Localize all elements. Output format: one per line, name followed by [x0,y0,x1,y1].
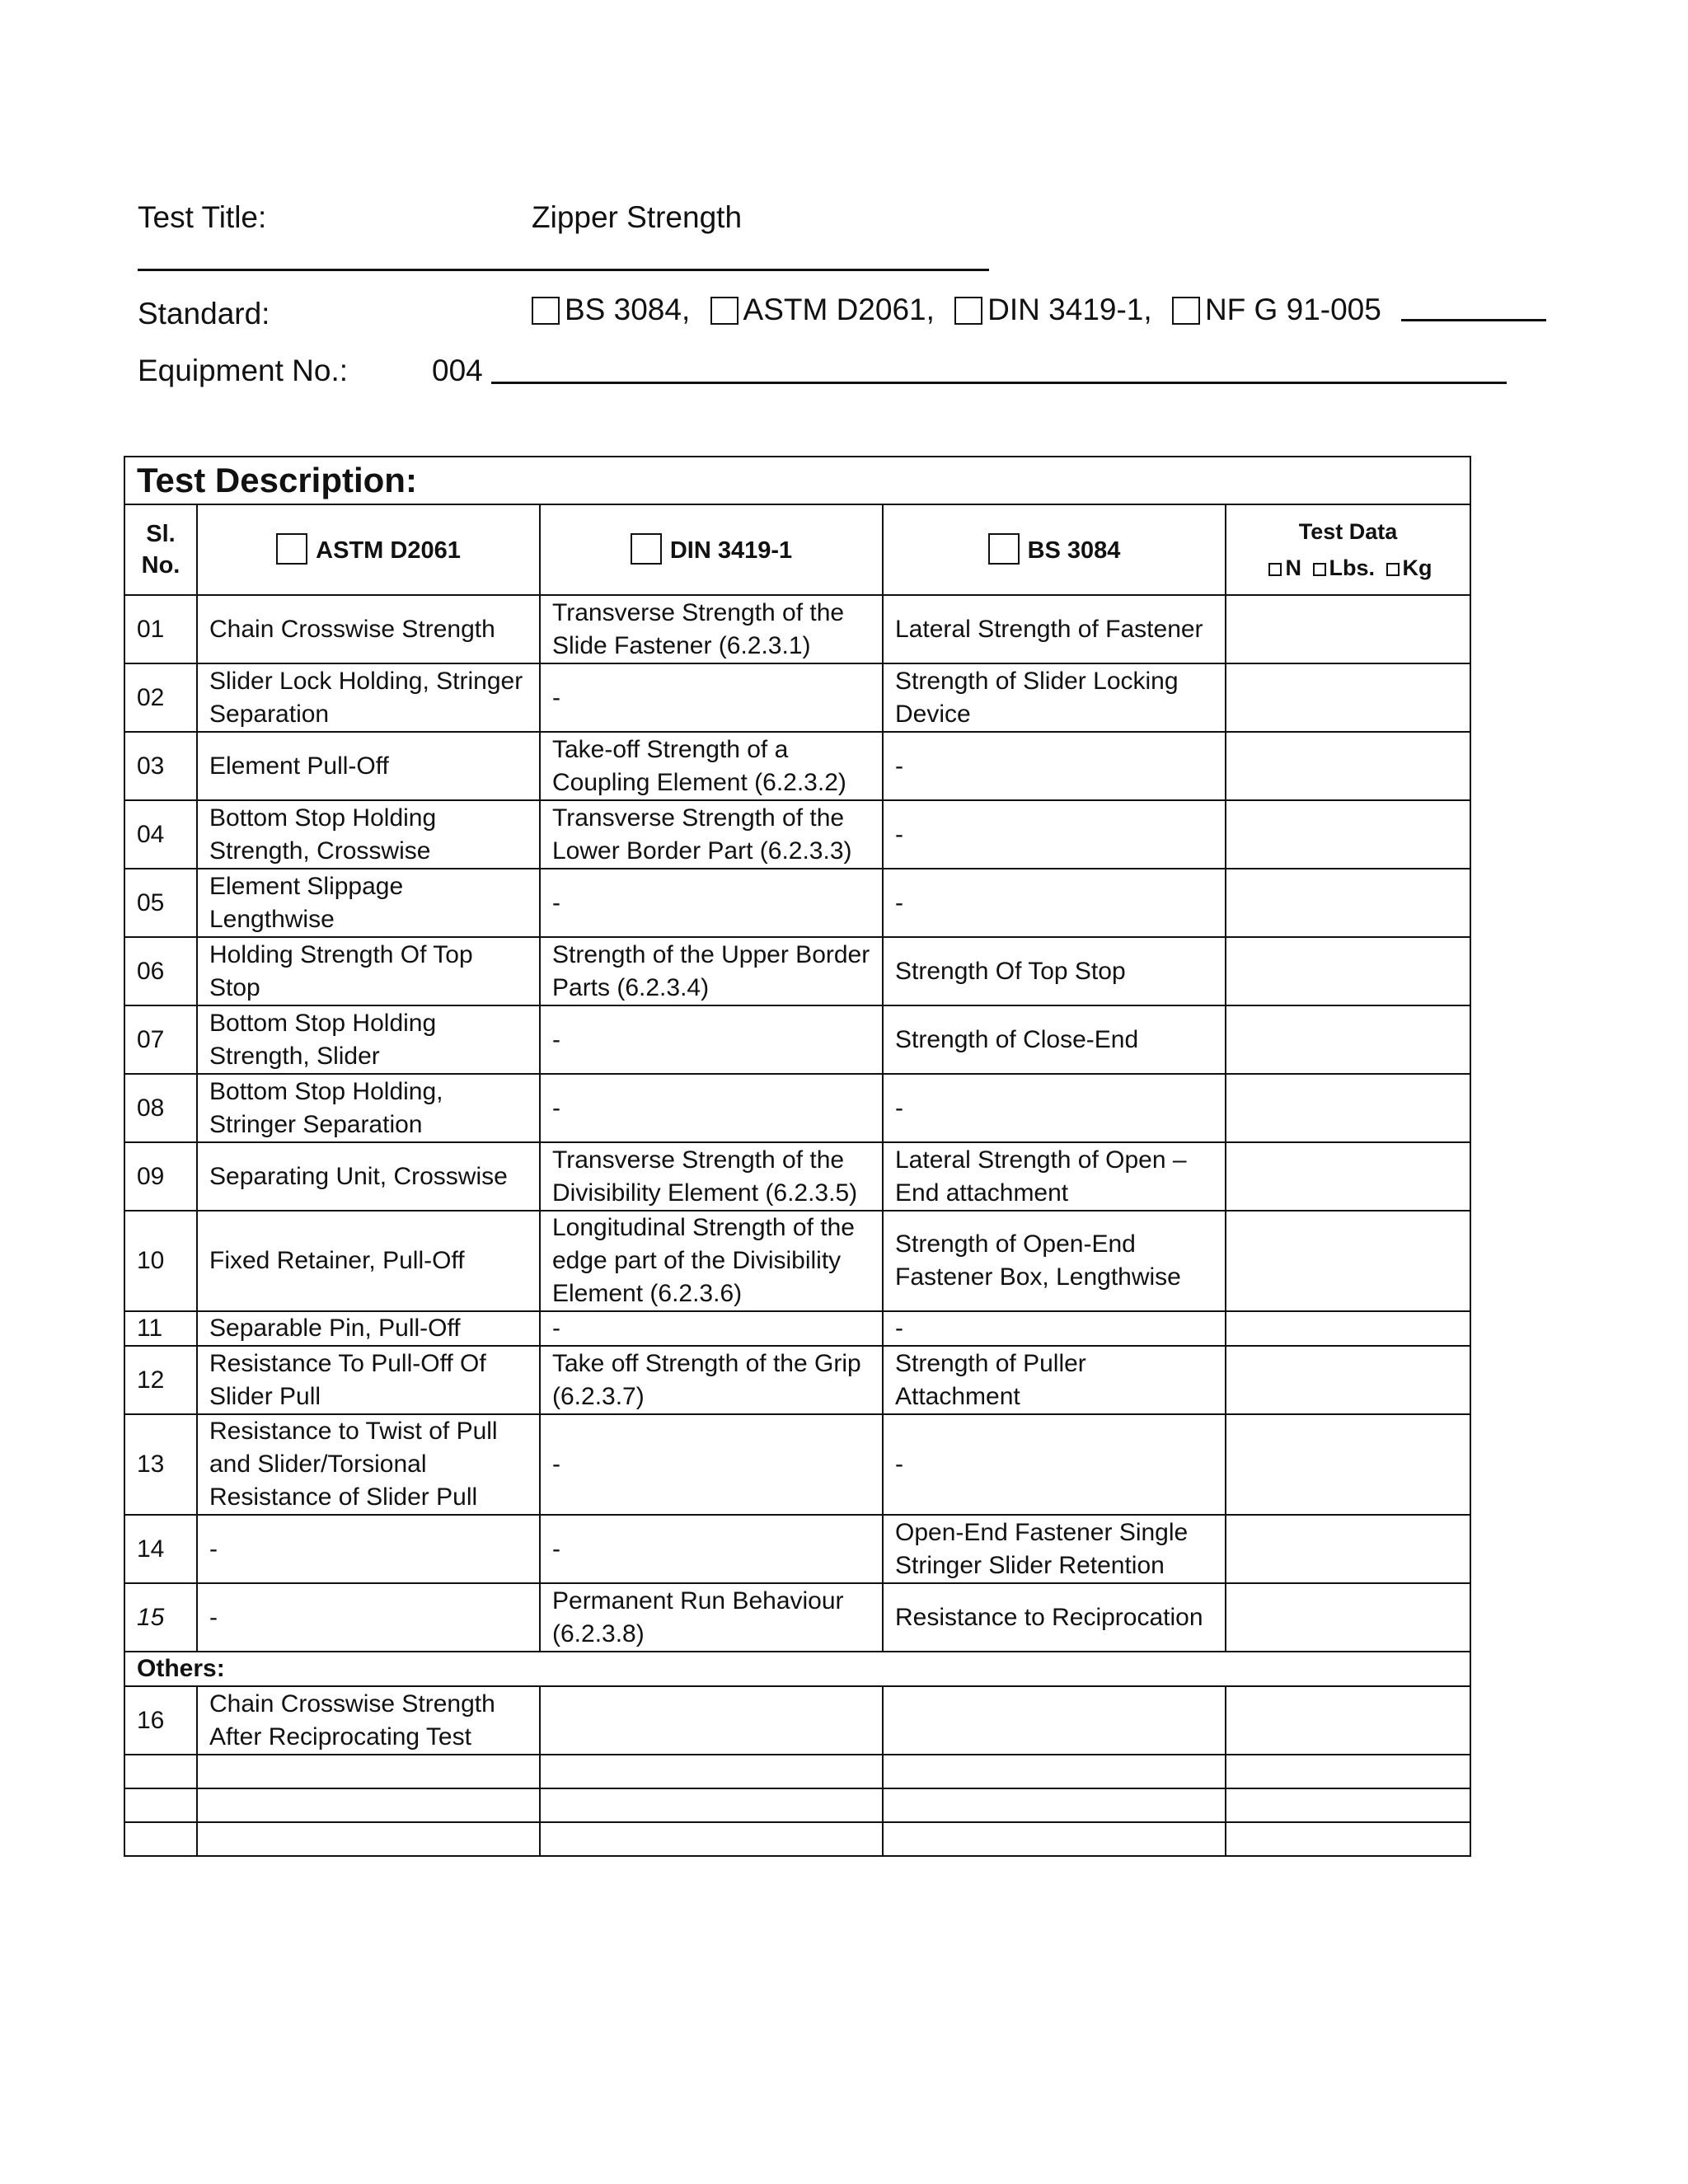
din-cell: - [540,1074,883,1142]
row-number: 13 [124,1414,197,1515]
checkbox-icon[interactable] [710,297,738,325]
test-title-value[interactable]: Zipper Strength [532,200,743,234]
astm-cell: Chain Crosswise Strength After Reciprocating Test [197,1686,540,1755]
bs-cell: Strength of Open-End Fastener Box, Lengthwise [883,1211,1226,1311]
bs-cell[interactable] [883,1788,1226,1822]
table-row [124,1346,1470,1414]
standard-other-blank[interactable] [1401,296,1546,321]
test-data-cell[interactable] [1226,1755,1470,1788]
din-cell: - [540,1414,883,1515]
table-row [124,800,1470,869]
astm-cell: Holding Strength Of Top Stop [197,937,540,1005]
checkbox-icon[interactable] [1172,297,1200,325]
test-data-cell[interactable] [1226,1346,1470,1414]
table-row [124,1755,1470,1788]
col-header-bs: BS 3084 [883,504,1226,595]
col-header-sl: Sl. No. [124,504,197,595]
test-data-cell[interactable] [1226,1142,1470,1211]
col-header-astm: ASTM D2061 [197,504,540,595]
row-number: 06 [124,937,197,1005]
din-cell[interactable] [540,1788,883,1822]
row-number: 02 [124,663,197,732]
test-data-cell[interactable] [1226,1583,1470,1652]
bs-cell: Strength Of Top Stop [883,937,1226,1005]
test-data-cell[interactable] [1226,663,1470,732]
standard-option-astm[interactable]: ASTM D2061, [710,294,935,325]
table-row [124,1788,1470,1822]
col-header-test-data [1226,504,1470,595]
equipment-value[interactable]: 004 [432,354,483,387]
test-data-cell[interactable] [1226,1788,1470,1822]
standard-option-din[interactable]: DIN 3419-1, [954,294,1152,325]
test-data-cell[interactable] [1226,1074,1470,1142]
row-number: 07 [124,1005,197,1074]
astm-cell: Bottom Stop Holding Strength, Slider [197,1005,540,1074]
table-row [124,1142,1470,1211]
bs-cell: - [883,800,1226,869]
row-number: 05 [124,869,197,937]
din-cell[interactable] [540,1822,883,1856]
test-description-table [124,456,1471,1857]
row-number [124,1755,197,1788]
row-number: 03 [124,732,197,800]
table-row [124,937,1470,1005]
row-number [124,1788,197,1822]
din-cell: - [540,1005,883,1074]
test-data-cell[interactable] [1226,800,1470,869]
table-row [124,1005,1470,1074]
row-number: 04 [124,800,197,869]
din-cell: Take-off Strength of a Coupling Element (6.2.3.2) [540,732,883,800]
table-title-row [124,457,1470,504]
bs-cell: - [883,1074,1226,1142]
checkbox-icon[interactable] [954,297,982,325]
din-cell: Transverse Strength of the Divisibility Element (6.2.3.5) [540,1142,883,1211]
test-data-cell[interactable] [1226,1686,1470,1755]
standard-option-nfg[interactable]: NF G 91-005 [1172,294,1381,325]
astm-cell: Fixed Retainer, Pull-Off [197,1211,540,1311]
row-number: 12 [124,1346,197,1414]
bs-cell: Open-End Fastener Single Stringer Slider Retention [883,1515,1226,1583]
checkbox-icon[interactable] [276,533,307,565]
din-cell: Permanent Run Behaviour (6.2.3.8) [540,1583,883,1652]
test-data-cell[interactable] [1226,937,1470,1005]
table-row [124,1414,1470,1515]
standard-label: Standard: [138,297,270,330]
test-data-cell[interactable] [1226,732,1470,800]
bs-cell: - [883,1414,1226,1515]
astm-cell: Bottom Stop Holding Strength, Crosswise [197,800,540,869]
din-cell: Transverse Strength of the Lower Border Part (6.2.3.3) [540,800,883,869]
table-row [124,1211,1470,1311]
unit-options: N Lbs. Kg [1238,550,1458,586]
equipment-label: Equipment No.: [138,354,349,387]
din-cell[interactable] [540,1686,883,1755]
din-cell: - [540,1515,883,1583]
checkbox-icon[interactable] [631,533,662,565]
astm-cell: Slider Lock Holding, Stringer Separation [197,663,540,732]
test-data-cell[interactable] [1226,1005,1470,1074]
equipment-underline [491,382,1507,384]
astm-cell [197,1755,540,1788]
astm-cell [197,1822,540,1856]
table-row [124,732,1470,800]
astm-cell: Bottom Stop Holding, Stringer Separation [197,1074,540,1142]
test-data-cell[interactable] [1226,1515,1470,1583]
table-row [124,663,1470,732]
row-number: 09 [124,1142,197,1211]
table-row [124,595,1470,663]
table-row [124,1583,1470,1652]
checkbox-icon[interactable] [1386,563,1400,576]
din-cell: - [540,663,883,732]
standard-option-bs3084[interactable]: BS 3084, [532,294,690,325]
din-cell: Transverse Strength of the Slide Fastener (6.2.3.1) [540,595,883,663]
row-number: 01 [124,595,197,663]
test-data-cell[interactable] [1226,1414,1470,1515]
din-cell: Take off Strength of the Grip (6.2.3.7) [540,1346,883,1414]
bs-cell: - [883,732,1226,800]
checkbox-icon[interactable] [1313,563,1326,576]
row-number: 16 [124,1686,197,1755]
table-row [124,1822,1470,1856]
bs-cell: Strength of Slider Locking Device [883,663,1226,732]
astm-cell: Resistance To Pull-Off Of Slider Pull [197,1346,540,1414]
bs-cell[interactable] [883,1686,1226,1755]
table-title: Test Description: [124,457,1470,504]
row-number: 11 [124,1311,197,1346]
row-number: 08 [124,1074,197,1142]
table-row [124,1686,1470,1755]
table-row [124,1311,1470,1346]
din-cell[interactable] [540,1755,883,1788]
test-data-cell[interactable] [1226,1311,1470,1346]
test-title-label: Test Title: [138,200,267,234]
astm-cell: Resistance to Twist of Pull and Slider/Torsional Resistance of Slider Pull [197,1414,540,1515]
astm-cell: Chain Crosswise Strength [197,595,540,663]
col-header-din: DIN 3419-1 [540,504,883,595]
astm-cell: - [197,1583,540,1652]
astm-cell [197,1788,540,1822]
bs-cell: - [883,869,1226,937]
bs-cell: Lateral Strength of Fastener [883,595,1226,663]
test-data-cell[interactable] [1226,869,1470,937]
bs-cell[interactable] [883,1755,1226,1788]
table-row [124,1074,1470,1142]
astm-cell: - [197,1515,540,1583]
din-cell: Longitudinal Strength of the edge part of the Divisibility Element (6.2.3.6) [540,1211,883,1311]
din-cell: - [540,1311,883,1346]
astm-cell: Separating Unit, Crosswise [197,1142,540,1211]
test-data-cell[interactable] [1226,1822,1470,1856]
checkbox-icon[interactable] [1268,563,1282,576]
others-label: Others: [124,1652,1470,1686]
table-row [124,869,1470,937]
row-number: 15 [124,1583,197,1652]
astm-cell: Separable Pin, Pull-Off [197,1311,540,1346]
others-row [124,1652,1470,1686]
table-row [124,1515,1470,1583]
row-number: 14 [124,1515,197,1583]
bs-cell: - [883,1311,1226,1346]
bs-cell[interactable] [883,1822,1226,1856]
astm-cell: Element Pull-Off [197,732,540,800]
table-header-row [124,504,1470,595]
bs-cell: Resistance to Reciprocation [883,1583,1226,1652]
test-title-underline [138,269,989,271]
test-data-label: Test Data [1298,519,1398,544]
row-number: 10 [124,1211,197,1311]
bs-cell: Lateral Strength of Open – End attachment [883,1142,1226,1211]
din-cell: - [540,869,883,937]
bs-cell: Strength of Close-End [883,1005,1226,1074]
astm-cell: Element Slippage Lengthwise [197,869,540,937]
standard-options [532,294,1546,325]
test-data-cell[interactable] [1226,1211,1470,1311]
checkbox-icon[interactable] [988,533,1020,565]
test-data-cell[interactable] [1226,595,1470,663]
checkbox-icon[interactable] [532,297,560,325]
din-cell: Strength of the Upper Border Parts (6.2.3.4) [540,937,883,1005]
bs-cell: Strength of Puller Attachment [883,1346,1226,1414]
row-number [124,1822,197,1856]
